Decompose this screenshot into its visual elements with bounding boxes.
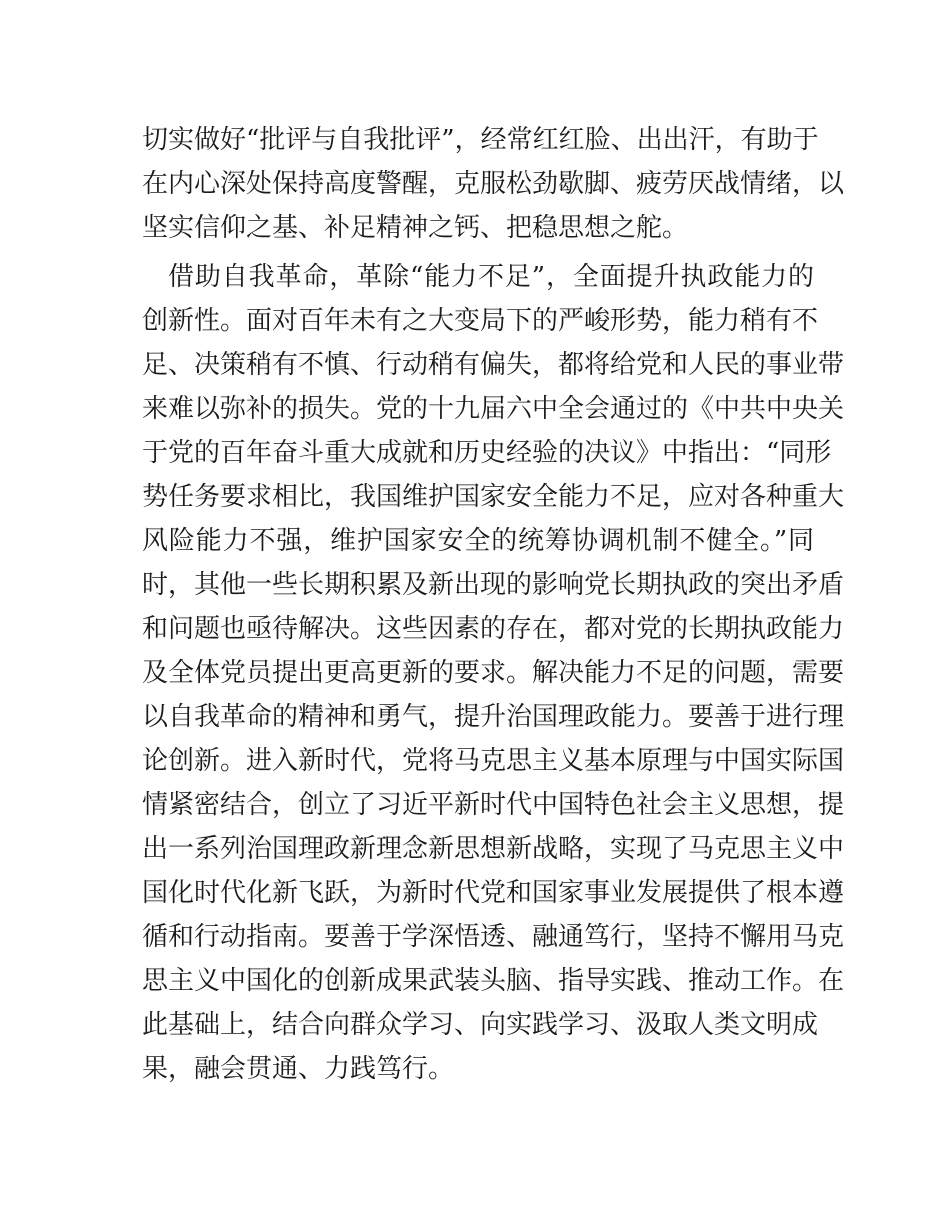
paragraph-2-line: 来难以弥补的损失。党的十九届六中全会通过的《中共中央关: [142, 394, 845, 424]
paragraph-1: [142, 118, 845, 250]
paragraph-2-line: 出一系列治国理政新理念新思想新战略，实现了马克思主义中: [142, 834, 845, 864]
paragraph-1-line: 切实做好“批评与自我批评”，经常红红脸、出出汗，有助于: [142, 125, 819, 155]
paragraph-2-line: 国化时代化新飞跃，为新时代党和国家事业发展提供了根本遵: [142, 878, 845, 908]
paragraph-2-line: 以自我革命的精神和勇气，提升治国理政能力。要善于进行理: [142, 702, 845, 732]
paragraph-2-line: 循和行动指南。要善于学深悟透、融通笃行，坚持不懈用马克: [142, 922, 845, 952]
paragraph-2-line: 情紧密结合，创立了习近平新时代中国特色社会主义思想，提: [142, 790, 845, 820]
paragraph-2-line: 风险能力不强，维护国家安全的统筹协调机制不健全。”同: [142, 526, 814, 556]
paragraph-2-line: 借助自我革命，革除“能力不足”，全面提升执政能力的: [168, 262, 814, 292]
paragraph-2: [142, 255, 845, 1091]
paragraph-2-line: 势任务要求相比，我国维护国家安全能力不足，应对各种重大: [142, 482, 845, 512]
paragraph-2-line: 和问题也亟待解决。这些因素的存在，都对党的长期执政能力: [142, 614, 845, 644]
paragraph-1-line: 坚实信仰之基、补足精神之钙、把稳思想之舵。: [142, 213, 689, 243]
paragraph-2-line: 此基础上，结合向群众学习、向实践学习、汲取人类文明成: [142, 1010, 819, 1040]
paragraph-1-line: 在内心深处保持高度警醒，克服松劲歇脚、疲劳厌战情绪，以: [142, 169, 845, 199]
paragraph-2-line: 创新性。面对百年未有之大变局下的严峻形势，能力稍有不: [142, 306, 819, 336]
paragraph-2-line: 论创新。进入新时代，党将马克思主义基本原理与中国实际国: [142, 746, 845, 776]
paragraph-2-line: 时，其他一些长期积累及新出现的影响党长期执政的突出矛盾: [142, 570, 845, 600]
paragraph-2-line: 及全体党员提出更高更新的要求。解决能力不足的问题，需要: [142, 658, 845, 688]
paragraph-2-line: 于党的百年奋斗重大成就和历史经验的决议》中指出：“同形: [142, 438, 832, 468]
paragraph-2-line: 果，融会贯通、力践笃行。: [142, 1054, 455, 1084]
paragraph-2-line: 足、决策稍有不慎、行动稍有偏失，都将给党和人民的事业带: [142, 350, 845, 380]
paragraph-2-line: 思主义中国化的创新成果武装头脑、指导实践、推动工作。在: [142, 966, 845, 996]
